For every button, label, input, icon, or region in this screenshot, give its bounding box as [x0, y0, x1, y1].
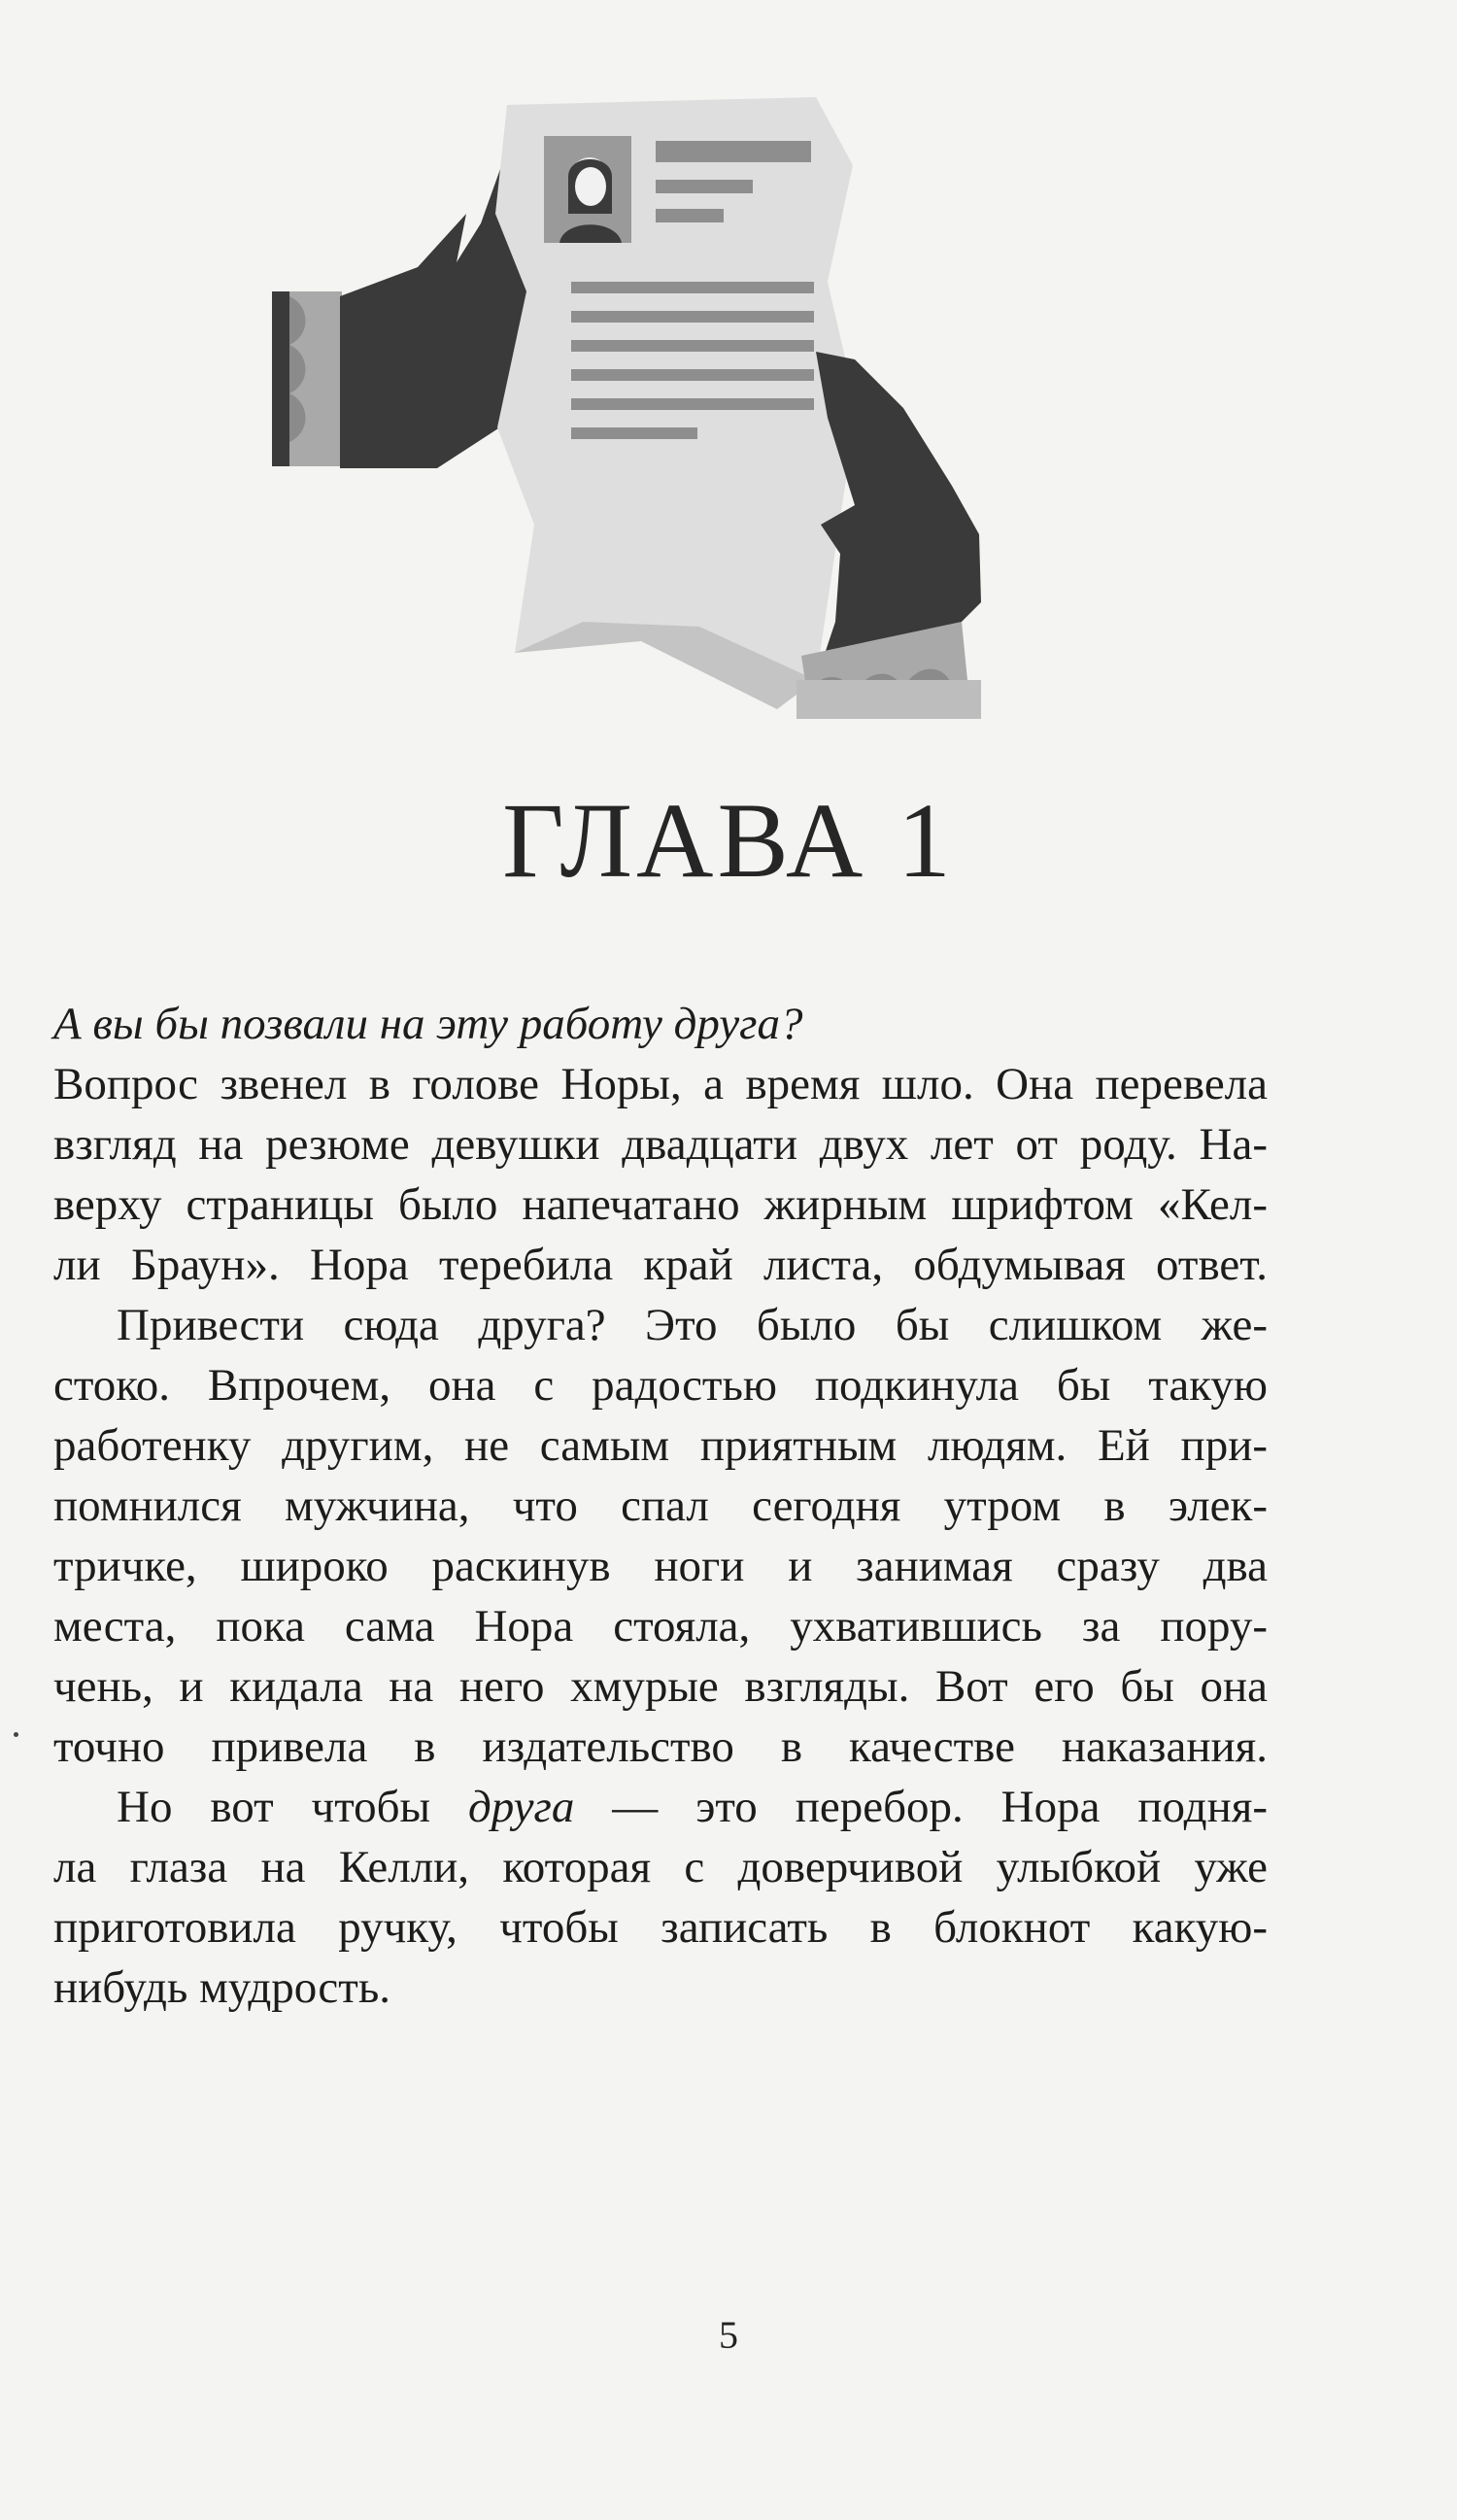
text-line: места, пока сама Нора стояла, ухватившись за пору-	[53, 1601, 1268, 1652]
page-speck	[14, 1732, 18, 1737]
text-line: Вопрос звенел в голове Норы, а время шло. Она перевела	[53, 1059, 1268, 1109]
chapter-body	[53, 994, 1268, 2018]
text-line: точно привела в издательство в качестве наказания.	[53, 1721, 1268, 1772]
text-line: стоко. Впрочем, она с радостью подкинула бы такую	[53, 1360, 1268, 1411]
text-line: взгляд на резюме девушки двадцати двух лет от роду. На-	[53, 1119, 1268, 1170]
text-line: приготовила ручку, чтобы записать в блокнот какую-	[53, 1902, 1268, 1953]
chapter-title: ГЛАВА 1	[502, 781, 955, 900]
page-number: 5	[719, 2313, 738, 2357]
text-line: тричке, широко раскинув ноги и занимая сразу два	[53, 1541, 1268, 1591]
text-line: помнился мужчина, что спал сегодня утром в элек-	[53, 1481, 1268, 1531]
text-line: работенку другим, не самым приятным людям. Ей при-	[53, 1420, 1268, 1471]
left-cuff	[272, 291, 342, 466]
text-line-with-italic: Но вот чтобы друга — это перебор. Нора подня-	[117, 1782, 1268, 1832]
text-line: ла глаза на Келли, которая с доверчивой улыбкой уже	[53, 1842, 1268, 1892]
text-line: чень, и кидала на него хмурые взгляды. Вот его бы она	[53, 1661, 1268, 1712]
text-line: нибудь мудрость.	[53, 1962, 391, 2013]
text-line: Привести сюда друга? Это было бы слишком же-	[117, 1300, 1268, 1350]
opening-question-line: А вы бы позвали на эту работу друга?	[53, 999, 803, 1049]
text-line: ли Браун». Нора теребила край листа, обдумывая ответ.	[53, 1240, 1268, 1290]
text-line: верху страницы было напечатано жирным шрифтом «Кел-	[53, 1179, 1268, 1230]
resume-in-hands-icon	[272, 97, 1204, 797]
italic-emphasis: друга	[468, 1782, 575, 1832]
